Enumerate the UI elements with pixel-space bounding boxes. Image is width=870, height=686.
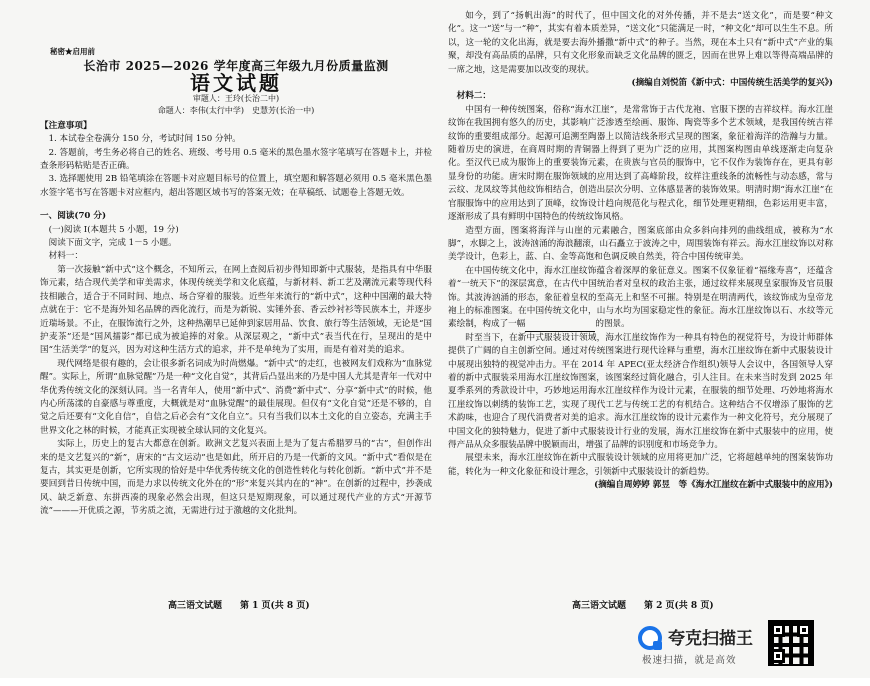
notice-item: 3. 选择题使用 2B 铅笔填涂在答题卡对应题目标号的位置上，填空题和解答题必须用 0.5 毫米黑色墨水签字笔书写在答题卡对应框内，超出答题区域书写的答案无效；在草稿纸、试题卷上答题无效。 — [40, 174, 432, 198]
reviewer-line: 审题人：王玲(长治二中) — [192, 93, 280, 103]
qr-finder-icon — [771, 623, 785, 637]
material2-paragraph: 时至当下，在新中式服装设计领域，海水江崖纹饰作为一种具有特色的视觉符号，为设计师群体提供了广阔的自主创新空间。通过对传统图案进行现代诠释与重塑，海水江崖纹饰在新中式服装设计中展现出独特的视觉冲击力。平在 2014 年 APEC(亚太经济合作组织)领导人会议中，各国领导人穿着的新中式服装采用海水江崖纹饰图案，该图案经过简化融合，引人注目。在未来当时发到 2025 年夏季系列的秀款设计中，巧妙地运用海水江崖纹样作为设计元素，在服装的细节处理、巧妙地将海水江崖纹饰以刺绣的装饰工艺，实现了现代工艺与传统工艺的有机结合。这种结合不仅增添了服饰的艺术韵味，也迎合了现代消费者对美的追求。海水江崖纹饰的设计元素作为一种文化符号，充分展现了中国文化的独特魅力，促进了新中式服装设计行业的发展，海水江崖纹饰在新中式服装中的应用，使得产品从众多服装品牌中脱颖而出，增强了品牌的识别度和市场竞争力。 — [448, 332, 833, 450]
reading-instruction: 阅读下面文字，完成 1－5 小题。 — [48, 238, 177, 249]
material1-paragraph: 实际上，历史上的复古大都意在创新。欧洲文艺复兴表面上是为了复古希腊罗马的“古”，但创作出来的是文艺复兴的“新”，唐宋的“古文运动”也是如此，所开启的乃是一代新的文风。“新中式”看似是在复古，其实更是创新，它所实现的恰好是中华优秀传统文化的创造性转化与转化创新。“新中式”并不是要回到昔日传统中国，而是力求以传统文化外在的“形”来复兴其内在的“神”。在创新的过程中，抄袭成风、缺乏新意、东拼西凑的现象必然会出现，但这只是短期现象，可以通过现代产业的方式“开源节流”———开优质之源，节劣质之流，无需进行过于激越的文化批判。 — [40, 439, 432, 517]
right-column — [448, 10, 833, 650]
material1-paragraph: 第一次接触“新中式”这个概念，不知所云，在网上查阅后初步得知即新中式服装，是指具有中华服饰元素，结合现代美学和审美需求，体现传统美学和文化底蕴，与新材料、新工艺及潮流元素等现代科技相融合，适合于不同时间、地点、场合穿着的服装。近些年来流行的“新中式”，这种中国潮的最大特点就在于：它不是海外知名品牌的西化流行，而是为新锐、实锤外套、香云纱衬衫等民族本土，并逐步近瑞场景。不止，在服饰流行之外，这种热潮早已延伸到家居用品、饮食、旅行等生活领域，无论是“国护麦茶”还是“国风擂影”都已成为被追捧的对象。从深层观之，“新中式”表当代在行，呈现出的是中国“生活美学”的复兴，因为对这种生活方式的追求，并不是单纯为了实用，而是有着对美的追求。 — [40, 264, 432, 356]
left-column — [40, 46, 432, 686]
material1-label: 材料一： — [48, 251, 83, 262]
material2-source: (摘编自周婷婷 郭昱 等《海水江崖纹在新中式服装中的应用》) — [594, 480, 833, 491]
qr-finder-icon — [797, 623, 811, 637]
notice-item: 1. 本试卷全卷满分 150 分，考试时间 150 分钟。 — [48, 134, 241, 145]
exam-title: 长治市 2025—2026 学年度高三年级九月份质量监测 — [83, 59, 389, 73]
page-footer-left: 高三语文试题 第 1 页(共 8 页) — [168, 601, 310, 611]
material1-paragraph: 如今，到了“扬帆出海”的时代了，但中国文化的对外传播，并不是去“送文化”，而是要“种文化”。这一“送”与一“种”，其实有着本质差异，“送文化”只能满足一时，“种文化”却可以生生不息。所以，这一轮的文化出海，就是要去海外播撒“新中式”的种子。当然，现在本土只有“新中式”产业的集聚，却没有高品质的品牌，只有文化形象而缺乏文化品牌的匮乏，因而在世界上难以等得高端品牌的一席之地，这是需要加以改变的现状。 — [448, 11, 833, 75]
scanner-brand-name: 夸克扫描王 — [668, 629, 753, 649]
material1-source: (摘编自刘悦笛《新中式：中国传统生活美学的复兴》) — [631, 78, 833, 89]
material2-paragraph — [448, 265, 833, 332]
reading-sub-heading: (一)阅读 I(本题共 5 小题，19 分) — [48, 224, 179, 235]
scanner-slogan: 极速扫描，就是高效 — [642, 655, 737, 666]
scanner-watermark — [638, 622, 768, 670]
fill-in-blank — [525, 323, 595, 332]
material2-paragraph: 造型方面，图案将海洋与山崖的元素融合，图案底部由众多斜向排列的曲线组成，被称为“水脚”，水脚之上，波涛汹涌的海浪翻滚，山石矗立于波涛之中，周围装饰有祥云。海水江崖纹饰以对称美学设计，色彩上，蓝、白、金等高饱和色调反映自然美，符合中国传统审美。 — [448, 225, 833, 263]
qr-finder-icon — [771, 649, 785, 663]
notice-item: 2. 答题前，考生务必将自己的姓名、班级、考号用 0.5 毫米的黑色墨水签字笔填写在答题卡上，并检查条形码粘贴是否正确。 — [40, 147, 432, 172]
material2-paragraph: 中国有一种传统图案，俗称“海水江崖”，是常常饰于古代龙袍、官服下摆的吉祥纹样。海水江崖纹饰在我国拥有悠久的历史，其影响广泛渗透至绘画、服饰、陶瓷等多个艺术领域，是我国传统吉祥纹饰的重要组成部分。起源可追溯至陶器上以简洁线条形式呈现的图案，象征着海洋的浩瀚与力量。随着历史的演进，在商周时期的青铜器上得到了更为广泛的应用，其图案构图由单线逐渐走向复杂化。至汉代已成为服饰上的重要装饰元素，在贵族与官员的服饰中，它不仅作为装饰存在，更具有彰显身份的功能。唐宋时期在服饰领域的应用达到了高峰阶段，纹样注重线条的流畅性与动态感，常与云纹、龙凤纹等其他纹饰相结合，创造出层次分明、立体感显著的装饰效果。明清时期“海水江崖”在官服服饰中的应用达到了顶峰，纹饰设计趋向规范化与程式化，细节处理更精细，色彩运用更丰富，逐渐形成了具有鲜明中国特色的传统纹饰风格。 — [448, 104, 833, 223]
reading-section-heading: 一、阅读(70 分) — [40, 211, 107, 222]
qr-code-icon — [768, 620, 814, 666]
material2-text: 在中国传统文化中，海水江崖纹饰蕴含着深厚的象征意义。图案不仅象征着“福缘寿喜”，还蕴含着“一统天下”的深层寓意，在古代中国统治者对皇权的政治主张，通过纹样来展现皇家服饰及官员服饰。其波涛汹涌的形态，象征着皇权的至高无上和坚不可摧。特别是在明清两代，该纹饰成为皇帝龙袍上的标准图案。在中国传统文化中，山与水均为国家稳定性的象征。海水江崖纹饰以石、水纹等元素绘制，构成了一幅 — [448, 265, 833, 330]
material2-text: 的图景。 — [595, 319, 630, 330]
material2-paragraph: 展望未来，海水江崖纹饰在新中式服装设计领域的应用将更加广泛，它将超越单纯的图案装饰功能，转化为一种文化象征和设计理念，引领新中式服装设计的新趋势。 — [448, 453, 833, 477]
page-footer-right: 高三语文试题 第 2 页(共 8 页) — [572, 601, 714, 611]
secret-label: 秘密★启用前 — [50, 47, 95, 56]
setters-line: 命题人：李伟(太行中学) 史慧芳(长治一中) — [157, 105, 315, 115]
subject-title: 语文试题 — [190, 71, 282, 96]
scanner-logo-icon — [638, 626, 662, 650]
notice-block — [40, 120, 432, 200]
material2-label: 材料二： — [456, 91, 491, 102]
notice-heading: 【注意事项】 — [40, 120, 92, 131]
material1-paragraph: 现代网络是很有趣的，会让很多新名词成为时尚燃爆。“新中式”的走红，也被网友们戏称为“血脉觉醒”。实际上，所谓“血脉觉醒”乃是一种“文化自觉”，其背后凸显出来的乃是中国人尤其是青年一代对中华优秀传统文化的深刻认同。当一名青年人，使用“新中式”、消费“新中式”、分享“新中式”的时候，他内心所荡漾的自豪感与尊重度，大概就是对“血脉觉醒”的最佳展现。但仅有“文化自觉”还是不够的，自觉之后还要有“文化自信”，自信之后必会有“文化自立”。只有当我们以本土文化的自立姿态，充满主手世界文化之林的时候，才能真正实现被全球认同的文化复兴。 — [40, 358, 432, 436]
